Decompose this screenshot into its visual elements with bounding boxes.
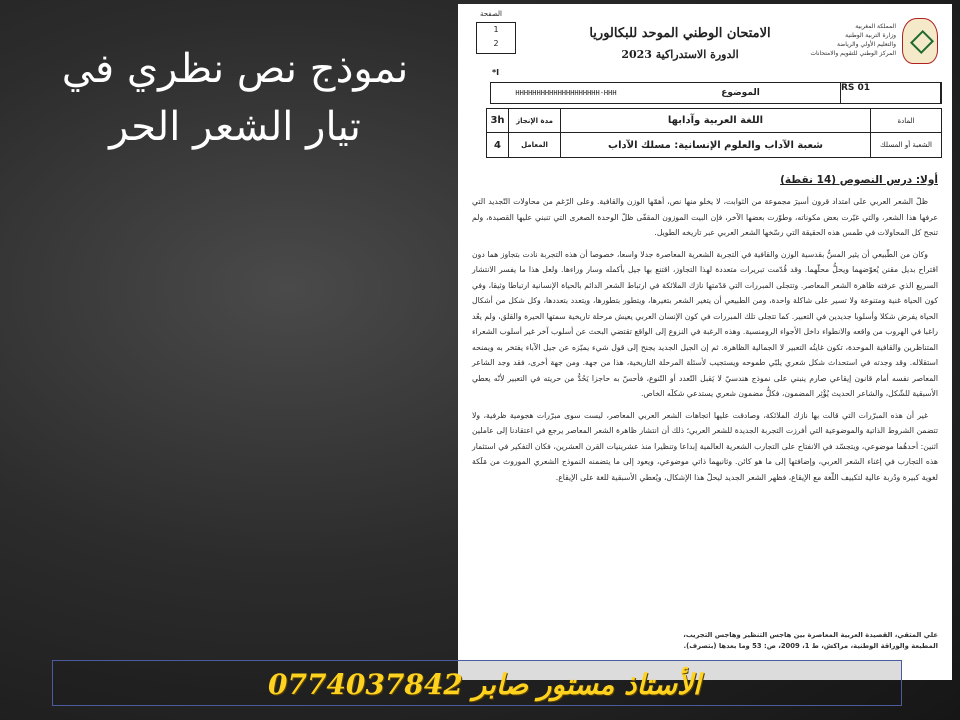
- ministry-line: المملكة المغربية: [855, 23, 896, 30]
- page-caption: الصفحة: [480, 10, 502, 18]
- coefficient-label: المعامل: [509, 133, 561, 157]
- ministry-line: والتعليم الأولي والرياضة: [836, 41, 896, 48]
- ministry-block: [808, 22, 896, 58]
- subject-row: [490, 82, 942, 104]
- exam-meta-table: [486, 108, 942, 158]
- slide-title-line-2: تيار الشعر الحر: [109, 104, 361, 150]
- paragraph: غير أن هذه المبرّرات التي قالت بها نازك الملائكة، وصادقت عليها اتجاهات الشعر العربي المعاصر، ليست سوى مبرّرات هجومية ظرفية، ولا تتضمن الشروط الذاتية والموضوعية التي أفرزت التجربة الجديدة للشعر العربي؛ ذلك أن انتشار ظاهرة الشعر المعاصر يرجع في اعتقادنا إلى عاملين اثنين: أحدهُما موضوعي، ويتجسّد في الانفتاح على التجارب الشعرية العالمية إبداعا وتنظيرا منذ عشرينيات القرن العشرين، فكان التفكير في استثمار هذه التجارب في إغناء الشعر العربي، وإضافتها إلى ما هو كائن. وثانيهما ذاتي موضوعي، ويعود إلى ما يتضمنه النموذج الشعري الموروث من مَلَكة لغوية كبيرة ودُربة عالية لتكييف اللّغة مع الإيقاع، فظهر الشعر الجديد ليحلّ هذا الإشكال، ويُعطي الأسبقية للغة على الإيقاع.: [472, 410, 938, 482]
- kingdom-emblem-icon: [902, 18, 938, 64]
- slide-title-line-1: نموذج نص نظري في: [61, 46, 409, 92]
- section-title: أولا: درس النصوص (14 نقطة): [780, 174, 938, 186]
- meta-row-duration: [487, 109, 941, 133]
- exam-title: الامتحان الوطني الموحد للبكالوريا: [589, 26, 771, 41]
- exam-document: [458, 4, 952, 680]
- subject-label: المادة: [897, 116, 915, 125]
- page-total: 2: [493, 39, 499, 48]
- paragraph: وكان من الطّبيعي أن يثير المسُّ بقدسية الوزن والقافية في التجربة الشعرية المعاصرة جدلا واسعا، خصوصا أن هذه التجربة نادت بتجاوز هما دون اقتراح بديل مقنن يُعوّضهما ويحلُّ محلّهما. وقد قُدّمت تبريرات متعددة لهذا التجاوز، اقتنع بها جيل بأكمله وسار وراءها. ولعل هذا ما يفسر الانتشار السريع الذي عرفته ظاهرة الشعر المعاصر. وتتجلى المبررات التي قدّمتها نازك الملائكة في ارتباط الشعر الدائم بالحياة الإنسانية ارتباطا وثيقا، وفي كون الحياة غنية ومتنوعة ولا تسير على شاكلة واحدة، ومن الطبيعي أن يتغير الشعر بتغيرها، ويتطور بتطورها، ويتعدد بتعددها، وكل شكل من أشكال الحياة يفرض شكلا وأسلوبا جديدين في التعبير. كما تتجلى تلك المبررات في كون الإنسان العربي يعيش مرحلة تاريخية سمتها الحيرة والقلق، ولم يعُد راغبا في الهروب من واقعه والانطواء داخل الأجواء الرومنسية. وهذه الرغبة في النزوع إلى الواقع تقتضي البحث عن أسلوب آخر غير أسلوب الشعراء المتناظرين والقافية الموحدة، تكون غايتُه التعبير لا الجمالية الظاهرة. ثم إن الجيل الجديد يجنح إلى قول شيء يميّزه عن جيل الآباء يفتخر به ويمنحه استقلاله. وقد وجدته في استحداث شكل شعري يلبّي طموحه ويستجيب لأسئلة المرحلة التاريخية، هذا من جهة. ومن جهة أخرى، فقد وجد الشاعر المعاصر نفسه أمام قانون إيقاعي صارم ينبني على نموذج هندسيّ لا يَقبل التّعدد أو التّنوع، فأحسّ به حاجزا يَحُدُّ من حريته في التعبير لأنّه يعطي الأسبقية للشّكل، والشاعر الحديث يُؤْثِر المضمون، فكلُّ مضمون شعري يستدعي شكلَه الخاص.: [472, 249, 938, 398]
- duration-label: مدة الإنجاز: [509, 109, 561, 132]
- ministry-line: وزارة التربية الوطنية: [845, 32, 896, 39]
- source-citation: [638, 630, 938, 652]
- paragraph: ظلّ الشعر العربي على امتداد قرون أسيرَ مجموعة من الثوابت، لا يخلو منها نص، أهمّها الوزن والقافية. وعلى الرّغم من محاولات التّجديد التي عرفها هذا الشعر، والتي غيّرت بعض مكوناته، وطوّرت بعضها الآخر، فإن البيت الموزون المقفّى ظلّ الوحدة الصغرى التي تنبني عليها القصيدة، ولم تنجح كل المحاولات في طمس هذه الحقيقة التي رسّخها الشعر العربي عبر تاريخه الطويل.: [472, 197, 938, 237]
- slide-title: [20, 40, 450, 156]
- page-current: 1: [493, 25, 499, 34]
- meta-row-coefficient: [487, 133, 941, 157]
- subject-name: اللغة العربية وآدابها: [561, 109, 871, 132]
- page-mark: *I: [492, 68, 500, 77]
- source-line-1: علي المتقي، القصيدة العربية المعاصرة بين هاجس التنظير وهاجس التجريب،: [683, 631, 938, 639]
- text-body: [472, 194, 938, 491]
- stream-label: الشعبة أو المسلك: [880, 141, 932, 149]
- exam-session: الدورة الاستدراكية 2023: [621, 48, 739, 61]
- subject-code: RS 01: [841, 83, 941, 103]
- exam-header: [470, 8, 942, 162]
- coefficient-value: 4: [487, 133, 509, 157]
- duration-value: 3h: [487, 109, 509, 132]
- candidate-hash: HHHHHHHHHHHHHHHHHHHH-HHH: [515, 89, 617, 97]
- ministry-line: المركز الوطني للتقويم والامتحانات: [810, 50, 896, 57]
- source-line-2: المطبعة والوراقة الوطنية، مراكش، ط 1، 2009، ص: 53 وما بعدها (بتصرف).: [683, 642, 938, 650]
- topic-label: الموضوع: [641, 83, 841, 103]
- teacher-credit: الأستاذ مستور صابر 0774037842: [268, 668, 701, 701]
- page-number-box: [476, 22, 516, 54]
- stream-name: شعبة الآداب والعلوم الإنسانية: مسلك الآداب: [561, 133, 871, 157]
